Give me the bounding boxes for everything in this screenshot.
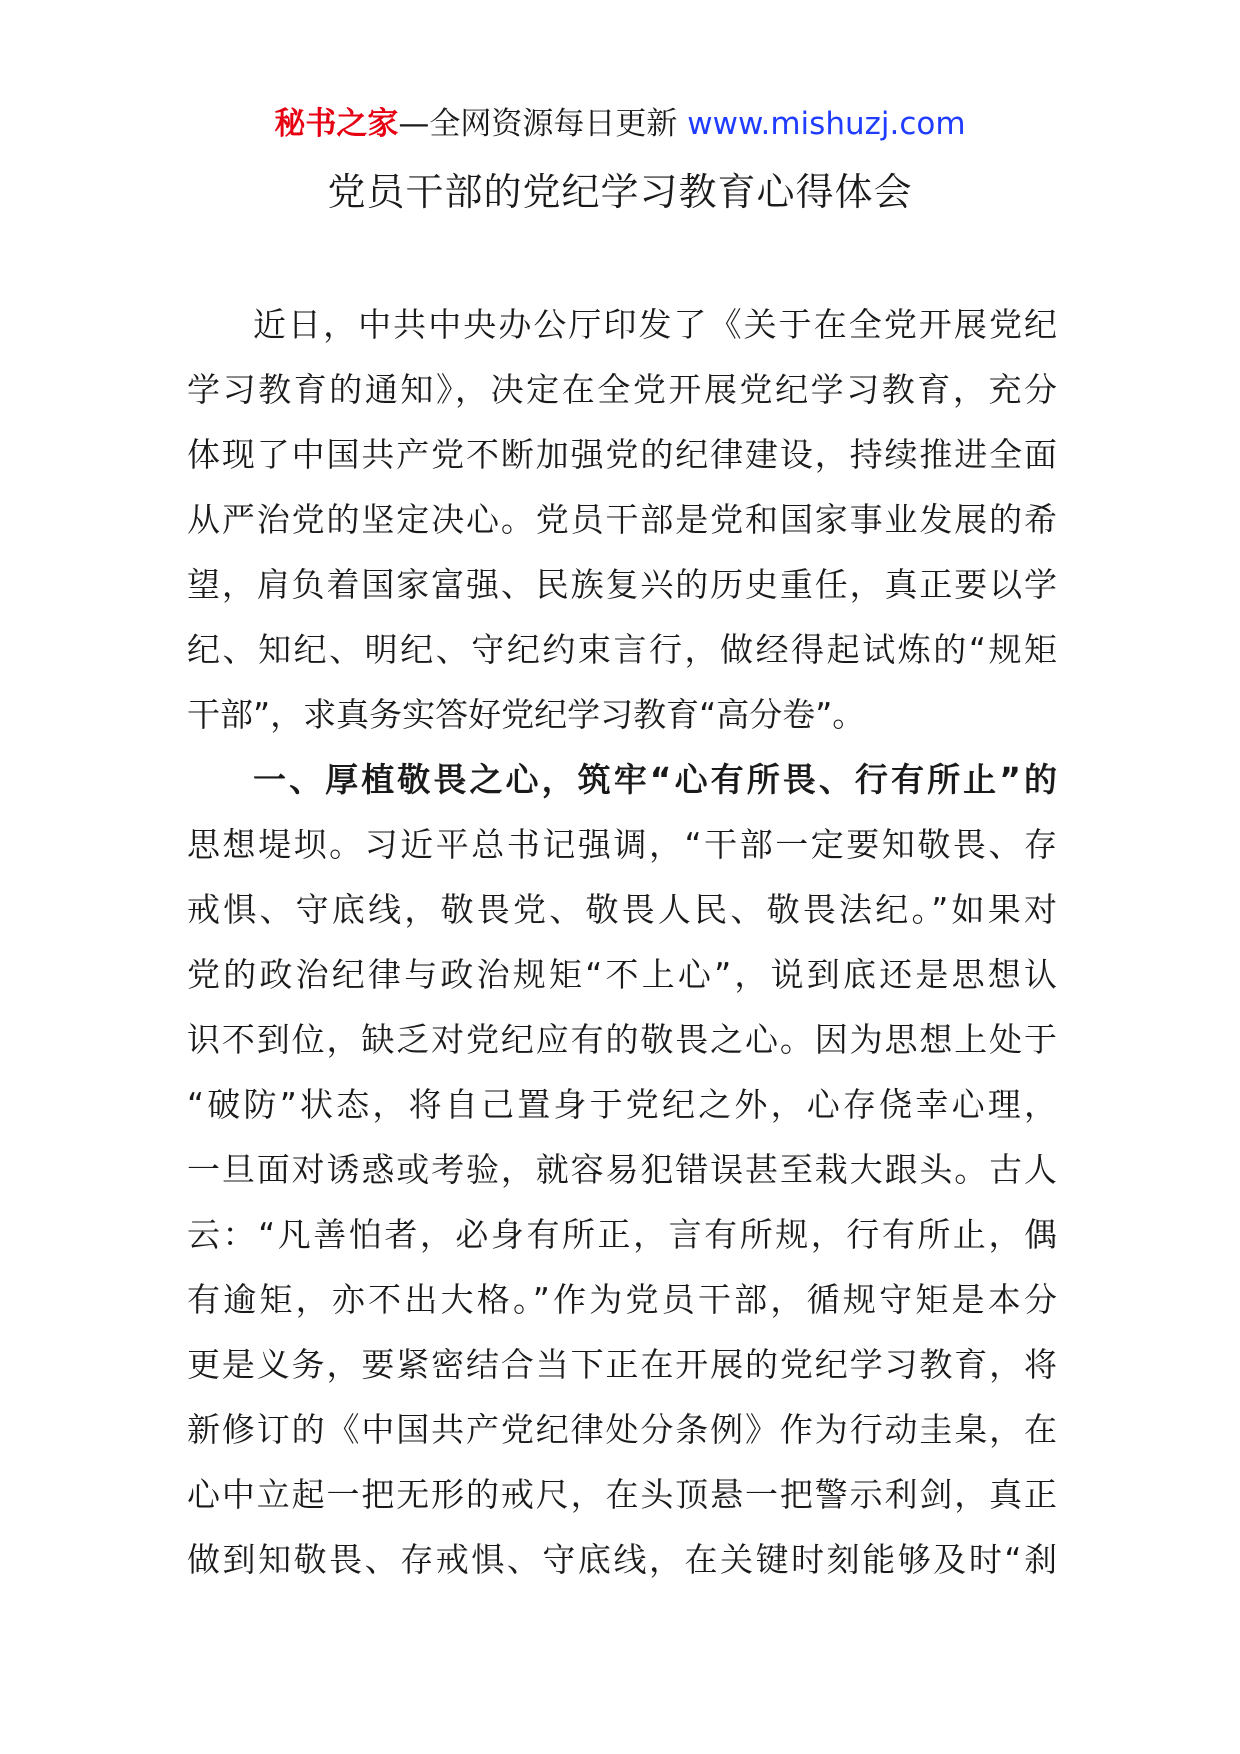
text-line: 体现了中国共产党不断加强党的纪律建设，持续推进全面 <box>187 435 1057 474</box>
site-header <box>0 102 1240 146</box>
text-line: 戒惧、守底线，敬畏党、敬畏人民、敬畏法纪。”如果对 <box>187 890 1057 929</box>
text-line: 有逾矩，亦不出大格。”作为党员干部，循规守矩是本分 <box>187 1280 1057 1319</box>
text-line: 心中立起一把无形的戒尺，在头顶悬一把警示利剑，真正 <box>187 1475 1057 1514</box>
text-line: 云：“凡善怕者，必身有所正，言有所规，行有所止，偶 <box>187 1215 1057 1254</box>
text-line: 干部”，求真务实答好党纪学习教育“高分卷”。 <box>187 695 866 734</box>
site-tagline: —全网资源每日更新 <box>398 106 678 142</box>
text-line: 望，肩负着国家富强、民族复兴的历史重任，真正要以学 <box>187 565 1057 604</box>
document-title: 党员干部的党纪学习教育心得体会 <box>327 170 913 214</box>
text-line: 更是义务，要紧密结合当下正在开展的党纪学习教育，将 <box>187 1345 1057 1384</box>
text-line: 识不到位，缺乏对党纪应有的敬畏之心。因为思想上处于 <box>187 1020 1057 1059</box>
text-line: 近日，中共中央办公厅印发了《关于在全党开展党纪 <box>253 305 1057 344</box>
text-line: 一旦面对诱惑或考验，就容易犯错误甚至栽大跟头。古人 <box>187 1150 1057 1189</box>
document-body <box>187 292 1057 1592</box>
section-heading: 一、厚植敬畏之心，筑牢“心有所畏、行有所止”的 <box>253 760 1057 799</box>
site-url-link[interactable]: www.mishuzj.com <box>687 106 966 142</box>
brand-name: 秘书之家 <box>274 106 399 142</box>
text-line: 纪、知纪、明纪、守纪约束言行，做经得起试炼的“规矩 <box>187 630 1057 669</box>
text-line: “破防”状态，将自己置身于党纪之外，心存侥幸心理， <box>187 1085 1057 1124</box>
text-line: 新修订的《中国共产党纪律处分条例》作为行动圭臬，在 <box>187 1410 1057 1449</box>
text-line: 学习教育的通知》，决定在全党开展党纪学习教育，充分 <box>187 370 1057 409</box>
text-line: 思想堤坝。习近平总书记强调，“干部一定要知敬畏、存 <box>187 825 1057 864</box>
text-line: 从严治党的坚定决心。党员干部是党和国家事业发展的希 <box>187 500 1057 539</box>
text-line: 党的政治纪律与政治规矩“不上心”，说到底还是思想认 <box>187 955 1057 994</box>
text-line: 做到知敬畏、存戒惧、守底线，在关键时刻能够及时“刹 <box>187 1540 1057 1579</box>
